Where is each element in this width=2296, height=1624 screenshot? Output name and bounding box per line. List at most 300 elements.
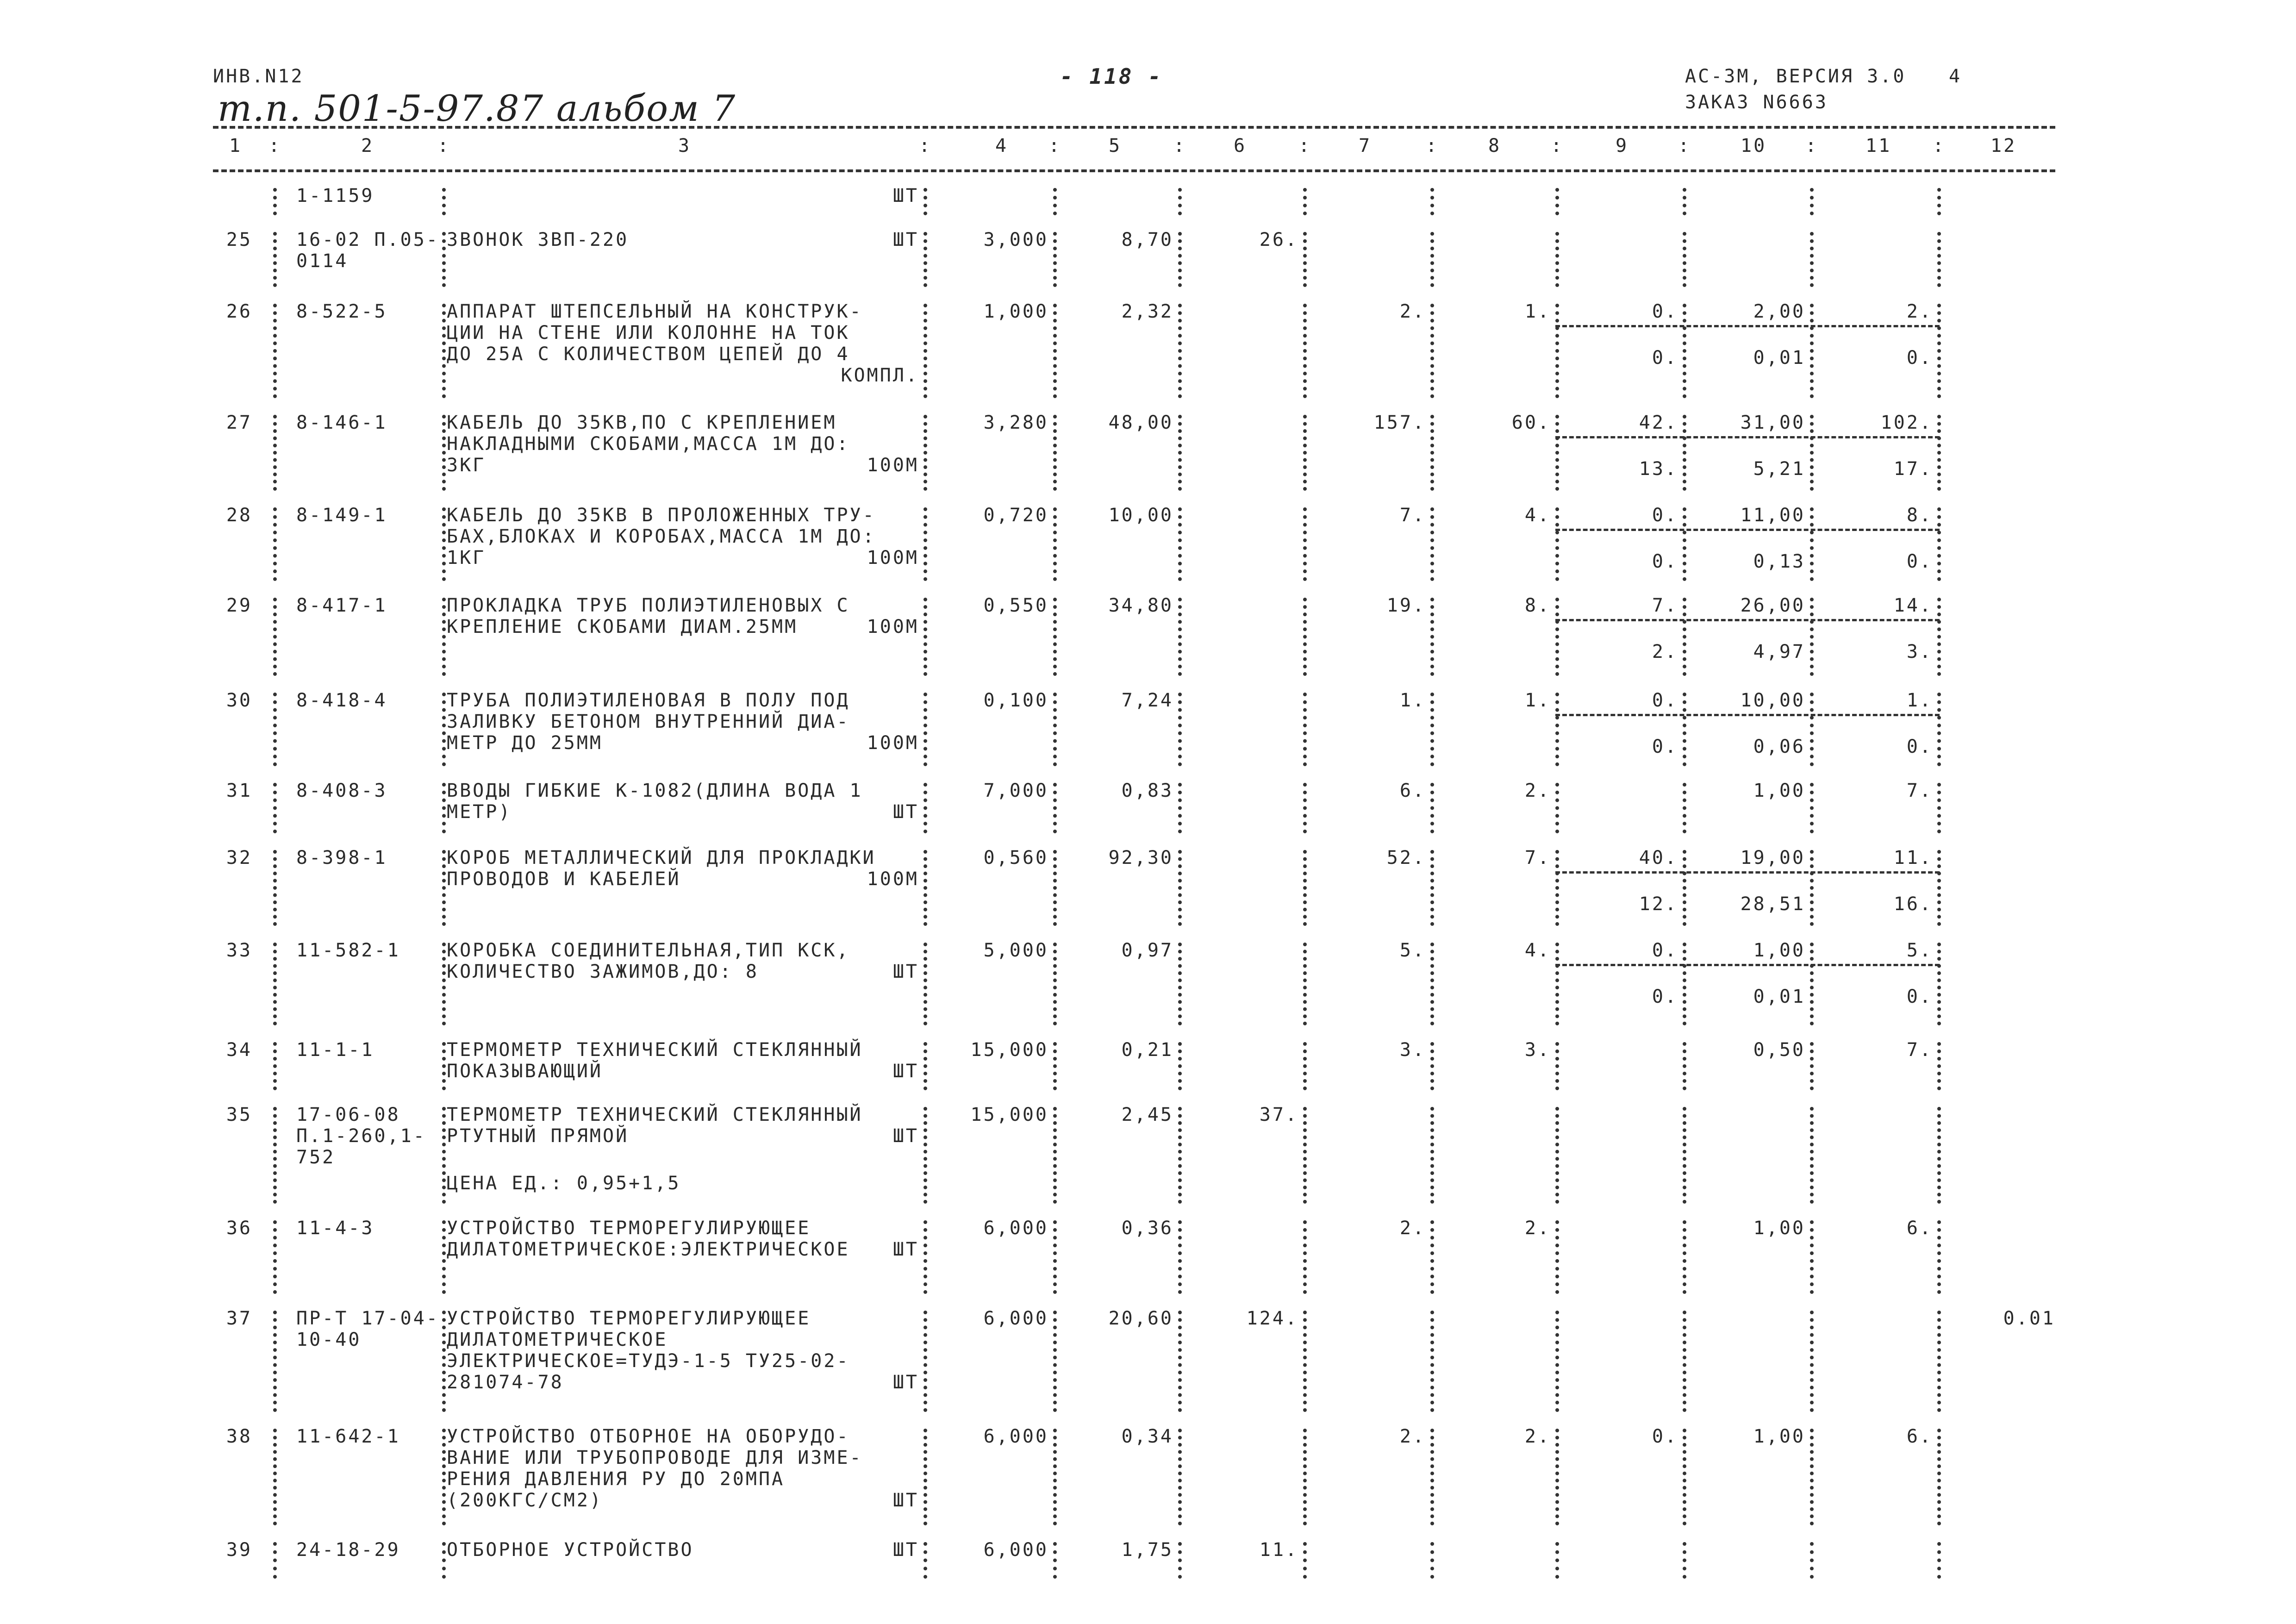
column-separator <box>1810 943 1814 1025</box>
labor-total: 5. <box>1906 940 1933 961</box>
work-description: МЕТР) <box>447 801 512 823</box>
column-separator <box>1303 1220 1307 1294</box>
column-separator <box>923 304 927 398</box>
column-separator <box>1303 943 1307 1025</box>
work-description: УСТРОЙСТВО ТЕРМОРЕГУЛИРУЮЩЕЕ <box>447 1308 811 1329</box>
unit-price: 0,36 <box>1121 1218 1173 1239</box>
labor-hours: 1,00 <box>1753 940 1805 961</box>
unit-of-measure: ШТ <box>892 1125 919 1147</box>
column-separator <box>1303 507 1307 581</box>
row-number: 28 <box>226 505 252 526</box>
column-header-12: 12 <box>1990 135 2017 156</box>
column-separator <box>1555 304 1559 398</box>
work-description: ПРОКЛАДКА ТРУБ ПОЛИЭТИЛЕНОВЫХ С <box>447 595 850 616</box>
quantity: 6,000 <box>983 1426 1048 1447</box>
column-header-separator: : <box>1551 135 1564 156</box>
work-description: МЕТР ДО 25ММ <box>447 732 603 754</box>
column-separator <box>923 1042 927 1090</box>
work-description: КРЕПЛЕНИЕ СКОБАМИ ДИАМ.25ММ <box>447 616 798 637</box>
machine-cost: 0. <box>1652 301 1678 322</box>
machine-total: 17. <box>1893 458 1933 480</box>
column-header-separator: : <box>437 135 451 156</box>
unit-price: 8,70 <box>1121 229 1173 250</box>
column-separator <box>923 693 927 766</box>
column-separator <box>1430 1042 1434 1090</box>
norm-code: 8-398-1 <box>296 847 387 868</box>
column-separator <box>1178 1429 1182 1525</box>
row-number: 34 <box>226 1039 252 1061</box>
quantity: 1,000 <box>983 301 1048 322</box>
column-separator <box>1178 693 1182 766</box>
labor-hours: 11,00 <box>1740 505 1805 526</box>
unit-price: 10,00 <box>1108 505 1173 526</box>
column-separator <box>273 1220 277 1294</box>
material-cost: 11. <box>1259 1539 1298 1561</box>
column-header-separator: : <box>919 135 932 156</box>
quantity: 7,000 <box>983 780 1048 801</box>
column-separator <box>1555 1311 1559 1412</box>
labor-total: 14. <box>1893 595 1933 616</box>
norm-code: 8-418-4 <box>296 690 387 711</box>
column-header-separator: : <box>1298 135 1312 156</box>
unit-price: 92,30 <box>1108 847 1173 868</box>
extra-value: 0.01 <box>2003 1308 2055 1329</box>
norm-code: 8-408-3 <box>296 780 387 801</box>
norm-code: 8-417-1 <box>296 595 387 616</box>
header-bottom-rule <box>213 169 2055 172</box>
work-description: 1КГ <box>447 547 486 568</box>
total-cost: 2. <box>1399 301 1426 322</box>
column-separator <box>1683 1311 1686 1412</box>
column-separator <box>273 850 277 926</box>
column-separator <box>923 232 927 287</box>
unit-of-measure: 100М <box>867 868 919 890</box>
column-header-5: 5 <box>1109 135 1122 156</box>
work-description: УСТРОЙСТВО ТЕРМОРЕГУЛИРУЮЩЕЕ <box>447 1218 811 1239</box>
handwritten-album-reference: т.п. 501-5-97.87 альбом 7 <box>218 88 736 130</box>
column-separator <box>1555 415 1559 491</box>
unit-price: 2,45 <box>1121 1104 1173 1125</box>
column-separator <box>273 783 277 833</box>
column-separator <box>1937 188 1941 215</box>
work-description: 3КГ <box>447 455 486 476</box>
column-separator <box>923 415 927 491</box>
unit-price: 1,75 <box>1121 1539 1173 1561</box>
wages: 1. <box>1524 690 1551 711</box>
column-separator <box>1303 1311 1307 1412</box>
wages: 60. <box>1511 412 1551 433</box>
column-separator <box>1810 415 1814 491</box>
column-separator <box>1430 415 1434 491</box>
column-separator <box>1937 1107 1941 1204</box>
labor-total: 1. <box>1906 690 1933 711</box>
unit-of-measure: 100М <box>867 547 919 568</box>
column-separator <box>273 188 277 215</box>
labor-hours: 26,00 <box>1740 595 1805 616</box>
column-separator <box>1053 415 1057 491</box>
column-header-1: 1 <box>229 135 243 156</box>
wages: 1. <box>1524 301 1551 322</box>
machine-total: 3. <box>1906 641 1933 662</box>
total-cost: 19. <box>1386 595 1426 616</box>
material-cost: 26. <box>1259 229 1298 250</box>
column-header-7: 7 <box>1359 135 1372 156</box>
machine-cost: 7. <box>1652 595 1678 616</box>
quantity: 3,000 <box>983 229 1048 250</box>
column-separator <box>1555 850 1559 926</box>
machine-wages: 0. <box>1652 736 1678 757</box>
column-separator <box>1053 188 1057 215</box>
work-description: АППАРАТ ШТЕПСЕЛЬНЫЙ НА КОНСТРУК- <box>447 301 863 322</box>
wages: 2. <box>1524 1218 1551 1239</box>
column-separator <box>923 598 927 676</box>
unit-of-measure: ШТ <box>892 1061 919 1082</box>
column-separator <box>1937 943 1941 1025</box>
column-separator <box>923 1429 927 1525</box>
work-description: УСТРОЙСТВО ОТБОРНОЕ НА ОБОРУДО- <box>447 1426 850 1447</box>
column-separator <box>1178 1311 1182 1412</box>
labor-total: 2. <box>1906 301 1933 322</box>
row-number: 32 <box>226 847 252 868</box>
work-description: ТРУБА ПОЛИЭТИЛЕНОВАЯ В ПОЛУ ПОД <box>447 690 850 711</box>
work-description: КАБЕЛЬ ДО 35КВ В ПРОЛОЖЕННЫХ ТРУ- <box>447 505 876 526</box>
column-separator <box>1053 598 1057 676</box>
row-number: 29 <box>226 595 252 616</box>
column-header-separator: : <box>1805 135 1819 156</box>
unit-of-measure: 100М <box>867 616 919 637</box>
column-separator <box>442 1042 446 1090</box>
machine-hours: 28,51 <box>1740 893 1805 915</box>
norm-code: 752 <box>296 1147 336 1168</box>
machine-total: 16. <box>1893 893 1933 915</box>
subtotal-divider <box>1555 436 1940 438</box>
column-separator <box>442 1107 446 1204</box>
column-separator <box>1303 598 1307 676</box>
norm-code: 24-18-29 <box>296 1539 400 1561</box>
column-separator <box>1937 783 1941 833</box>
column-separator <box>1430 188 1434 215</box>
column-separator <box>1303 1542 1307 1579</box>
column-separator <box>1430 1542 1434 1579</box>
norm-code: 1-1159 <box>296 185 374 206</box>
column-separator <box>1937 850 1941 926</box>
machine-wages: 0. <box>1652 347 1678 369</box>
labor-hours: 1,00 <box>1753 780 1805 801</box>
column-separator <box>1683 850 1686 926</box>
column-separator <box>1303 1107 1307 1204</box>
column-separator <box>1555 188 1559 215</box>
column-separator <box>442 1220 446 1294</box>
wages: 8. <box>1524 595 1551 616</box>
column-separator <box>1810 1429 1814 1525</box>
unit-price: 7,24 <box>1121 690 1173 711</box>
labor-hours: 0,50 <box>1753 1039 1805 1061</box>
column-separator <box>1053 304 1057 398</box>
column-separator <box>1053 943 1057 1025</box>
subtotal-divider <box>1555 714 1940 716</box>
column-separator <box>442 507 446 581</box>
wages: 3. <box>1524 1039 1551 1061</box>
unit-price: 34,80 <box>1108 595 1173 616</box>
work-description: КОЛИЧЕСТВО ЗАЖИМОВ,ДО: 8 <box>447 961 759 982</box>
norm-code: 11-582-1 <box>296 940 400 961</box>
column-header-2: 2 <box>361 135 374 156</box>
page-number: - 118 - <box>1060 64 1163 89</box>
column-separator <box>1053 1107 1057 1204</box>
unit-price: 0,34 <box>1121 1426 1173 1447</box>
row-number: 38 <box>226 1426 252 1447</box>
total-cost: 7. <box>1399 505 1426 526</box>
column-separator <box>1810 783 1814 833</box>
column-separator <box>1683 1107 1686 1204</box>
column-header-separator: : <box>1426 135 1439 156</box>
quantity: 0,550 <box>983 595 1048 616</box>
column-separator <box>1555 1542 1559 1579</box>
work-description: ДИЛАТОМЕТРИЧЕСКОЕ:ЭЛЕКТРИЧЕСКОЕ <box>447 1239 850 1260</box>
column-separator <box>1555 693 1559 766</box>
column-separator <box>1555 1042 1559 1090</box>
labor-total: 8. <box>1906 505 1933 526</box>
subtotal-divider <box>1555 325 1940 327</box>
column-separator <box>1555 1220 1559 1294</box>
column-separator <box>923 188 927 215</box>
column-separator <box>442 943 446 1025</box>
machine-total: 0. <box>1906 736 1933 757</box>
column-header-6: 6 <box>1234 135 1247 156</box>
program-version: АС-3М, ВЕРСИЯ 3.0 <box>1685 66 1906 87</box>
column-header-8: 8 <box>1488 135 1502 156</box>
work-description: ВВОДЫ ГИБКИЕ К-1082(ДЛИНА ВОДА 1 <box>447 780 863 801</box>
column-separator <box>1937 1220 1941 1294</box>
row-number: 26 <box>226 301 252 322</box>
norm-code: 10-40 <box>296 1329 362 1350</box>
column-separator <box>1430 1107 1434 1204</box>
unit-of-measure: ШТ <box>892 1539 919 1561</box>
column-separator <box>273 507 277 581</box>
work-description: ЗВОНОК ЗВП-220 <box>447 229 629 250</box>
column-separator <box>923 1220 927 1294</box>
machine-cost: 0. <box>1652 940 1678 961</box>
column-separator <box>1683 1042 1686 1090</box>
work-description: 281074-78 <box>447 1372 564 1393</box>
column-separator <box>1810 693 1814 766</box>
column-separator <box>923 943 927 1025</box>
column-separator <box>1430 943 1434 1025</box>
work-description: ПОКАЗЫВАЮЩИЙ <box>447 1061 603 1082</box>
column-separator <box>1683 507 1686 581</box>
column-separator <box>1053 850 1057 926</box>
column-separator <box>1937 1311 1941 1412</box>
work-description: БАХ,БЛОКАХ И КОРОБАХ,МАССА 1М ДО: <box>447 526 876 547</box>
column-separator <box>1937 1429 1941 1525</box>
norm-code: П.1-260,1- <box>296 1125 426 1147</box>
column-separator <box>923 783 927 833</box>
labor-hours: 10,00 <box>1740 690 1805 711</box>
column-separator <box>1683 693 1686 766</box>
column-separator <box>1178 850 1182 926</box>
order-number: ЗАКАЗ N6663 <box>1685 92 1828 113</box>
row-number: 33 <box>226 940 252 961</box>
column-separator <box>1810 1542 1814 1579</box>
machine-cost: 0. <box>1652 1426 1678 1447</box>
column-separator <box>1683 1220 1686 1294</box>
column-separator <box>1303 415 1307 491</box>
column-separator <box>1937 1542 1941 1579</box>
total-cost: 6. <box>1399 780 1426 801</box>
wages: 7. <box>1524 847 1551 868</box>
work-description: КОРОБКА СОЕДИНИТЕЛЬНАЯ,ТИП КСК, <box>447 940 850 961</box>
column-separator <box>273 1542 277 1579</box>
labor-total: 6. <box>1906 1218 1933 1239</box>
column-separator <box>1555 783 1559 833</box>
unit-of-measure: ШТ <box>892 961 919 982</box>
subtotal-divider <box>1555 964 1940 966</box>
subtotal-divider <box>1555 529 1940 531</box>
column-separator <box>1430 232 1434 287</box>
labor-hours: 1,00 <box>1753 1218 1805 1239</box>
norm-code: 17-06-08 <box>296 1104 400 1125</box>
unit-of-measure: ШТ <box>892 801 919 823</box>
row-number: 30 <box>226 690 252 711</box>
quantity: 0,720 <box>983 505 1048 526</box>
work-description: КАБЕЛЬ ДО 35КВ,ПО С КРЕПЛЕНИЕМ <box>447 412 837 433</box>
norm-code: 11-4-3 <box>296 1218 374 1239</box>
unit-of-measure: ШТ <box>892 229 919 250</box>
work-description: ВАНИЕ ИЛИ ТРУБОПРОВОДЕ ДЛЯ ИЗМЕ- <box>447 1447 863 1468</box>
work-description: (200КГС/СМ2) <box>447 1490 603 1511</box>
work-description: ТЕРМОМЕТР ТЕХНИЧЕСКИЙ СТЕКЛЯННЫЙ <box>447 1039 863 1061</box>
column-separator <box>442 1311 446 1412</box>
column-separator <box>1810 304 1814 398</box>
labor-hours: 19,00 <box>1740 847 1805 868</box>
column-separator <box>1683 598 1686 676</box>
column-separator <box>1937 232 1941 287</box>
unit-price: 48,00 <box>1108 412 1173 433</box>
labor-total: 6. <box>1906 1426 1933 1447</box>
column-separator <box>1053 693 1057 766</box>
column-separator <box>1178 1042 1182 1090</box>
column-separator <box>1430 850 1434 926</box>
material-cost: 124. <box>1246 1308 1298 1329</box>
column-separator <box>1178 1542 1182 1579</box>
work-description: ЭЛЕКТРИЧЕСКОЕ=ТУДЭ-1-5 ТУ25-02- <box>447 1350 850 1372</box>
norm-code: 0114 <box>296 250 349 272</box>
column-separator <box>1810 507 1814 581</box>
column-separator <box>442 693 446 766</box>
column-separator <box>273 1107 277 1204</box>
work-description: ЦИИ НА СТЕНЕ ИЛИ КОЛОННЕ НА ТОК <box>447 322 850 344</box>
norm-code: 8-522-5 <box>296 301 387 322</box>
total-cost: 1. <box>1399 690 1426 711</box>
work-description: РЕНИЯ ДАВЛЕНИЯ РУ ДО 20МПА <box>447 1468 785 1490</box>
column-separator <box>1178 507 1182 581</box>
column-separator <box>1430 1220 1434 1294</box>
quantity: 6,000 <box>983 1218 1048 1239</box>
unit-of-measure: ШТ <box>892 1372 919 1393</box>
work-description: КОРОБ МЕТАЛЛИЧЕСКИЙ ДЛЯ ПРОКЛАДКИ <box>447 847 876 868</box>
work-description: ДО 25А С КОЛИЧЕСТВОМ ЦЕПЕЙ ДО 4 <box>447 344 850 365</box>
column-header-11: 11 <box>1866 135 1892 156</box>
column-header-9: 9 <box>1616 135 1629 156</box>
column-separator <box>1430 1311 1434 1412</box>
inventory-number: ИНВ.N12 <box>213 66 304 87</box>
column-header-separator: : <box>1173 135 1187 156</box>
total-cost: 157. <box>1373 412 1426 433</box>
work-description: ДИЛАТОМЕТРИЧЕСКОЕ <box>447 1329 668 1350</box>
column-separator <box>442 415 446 491</box>
column-separator <box>273 232 277 287</box>
column-separator <box>442 850 446 926</box>
column-separator <box>1178 415 1182 491</box>
norm-code: ПР-Т 17-04- <box>296 1308 439 1329</box>
quantity: 6,000 <box>983 1539 1048 1561</box>
row-number: 37 <box>226 1308 252 1329</box>
machine-hours: 0,01 <box>1753 347 1805 369</box>
labor-total: 7. <box>1906 780 1933 801</box>
column-separator <box>1683 1542 1686 1579</box>
unit-of-measure: ШТ <box>892 1239 919 1260</box>
column-separator <box>1053 1542 1057 1579</box>
column-separator <box>442 188 446 215</box>
column-separator <box>1937 507 1941 581</box>
column-separator <box>1303 1042 1307 1090</box>
labor-total: 7. <box>1906 1039 1933 1061</box>
quantity: 6,000 <box>983 1308 1048 1329</box>
labor-hours: 1,00 <box>1753 1426 1805 1447</box>
column-separator <box>1053 1429 1057 1525</box>
machine-hours: 4,97 <box>1753 641 1805 662</box>
machine-hours: 0,01 <box>1753 986 1805 1007</box>
column-separator <box>1053 783 1057 833</box>
wages: 4. <box>1524 505 1551 526</box>
column-separator <box>1303 693 1307 766</box>
unit-of-measure: 100М <box>867 732 919 754</box>
machine-total: 0. <box>1906 551 1933 572</box>
wages: 2. <box>1524 780 1551 801</box>
machine-wages: 13. <box>1639 458 1678 480</box>
column-separator <box>273 1042 277 1090</box>
column-separator <box>923 1311 927 1412</box>
norm-code: 11-642-1 <box>296 1426 400 1447</box>
column-separator <box>442 1542 446 1579</box>
column-separator <box>442 598 446 676</box>
unit-of-measure: 100М <box>867 455 919 476</box>
work-description: ОТБОРНОЕ УСТРОЙСТВО <box>447 1539 694 1561</box>
column-separator <box>442 232 446 287</box>
total-cost: 2. <box>1399 1218 1426 1239</box>
norm-code: 8-146-1 <box>296 412 387 433</box>
machine-cost: 0. <box>1652 690 1678 711</box>
machine-wages: 12. <box>1639 893 1678 915</box>
column-separator <box>273 693 277 766</box>
column-separator <box>1810 598 1814 676</box>
column-header-separator: : <box>1678 135 1691 156</box>
corner-mark: 4 <box>1949 66 1962 87</box>
column-separator <box>1303 304 1307 398</box>
unit-of-measure: ШТ <box>892 185 919 206</box>
work-description: НАКЛАДНЫМИ СКОБАМИ,МАССА 1М ДО: <box>447 433 850 455</box>
column-separator <box>1303 783 1307 833</box>
column-separator <box>273 1429 277 1525</box>
column-separator <box>1683 783 1686 833</box>
column-separator <box>1683 1429 1686 1525</box>
column-separator <box>923 850 927 926</box>
machine-hours: 0,06 <box>1753 736 1805 757</box>
machine-wages: 0. <box>1652 986 1678 1007</box>
machine-cost: 40. <box>1639 847 1678 868</box>
work-description: ТЕРМОМЕТР ТЕХНИЧЕСКИЙ СТЕКЛЯННЫЙ <box>447 1104 863 1125</box>
column-separator <box>1683 304 1686 398</box>
